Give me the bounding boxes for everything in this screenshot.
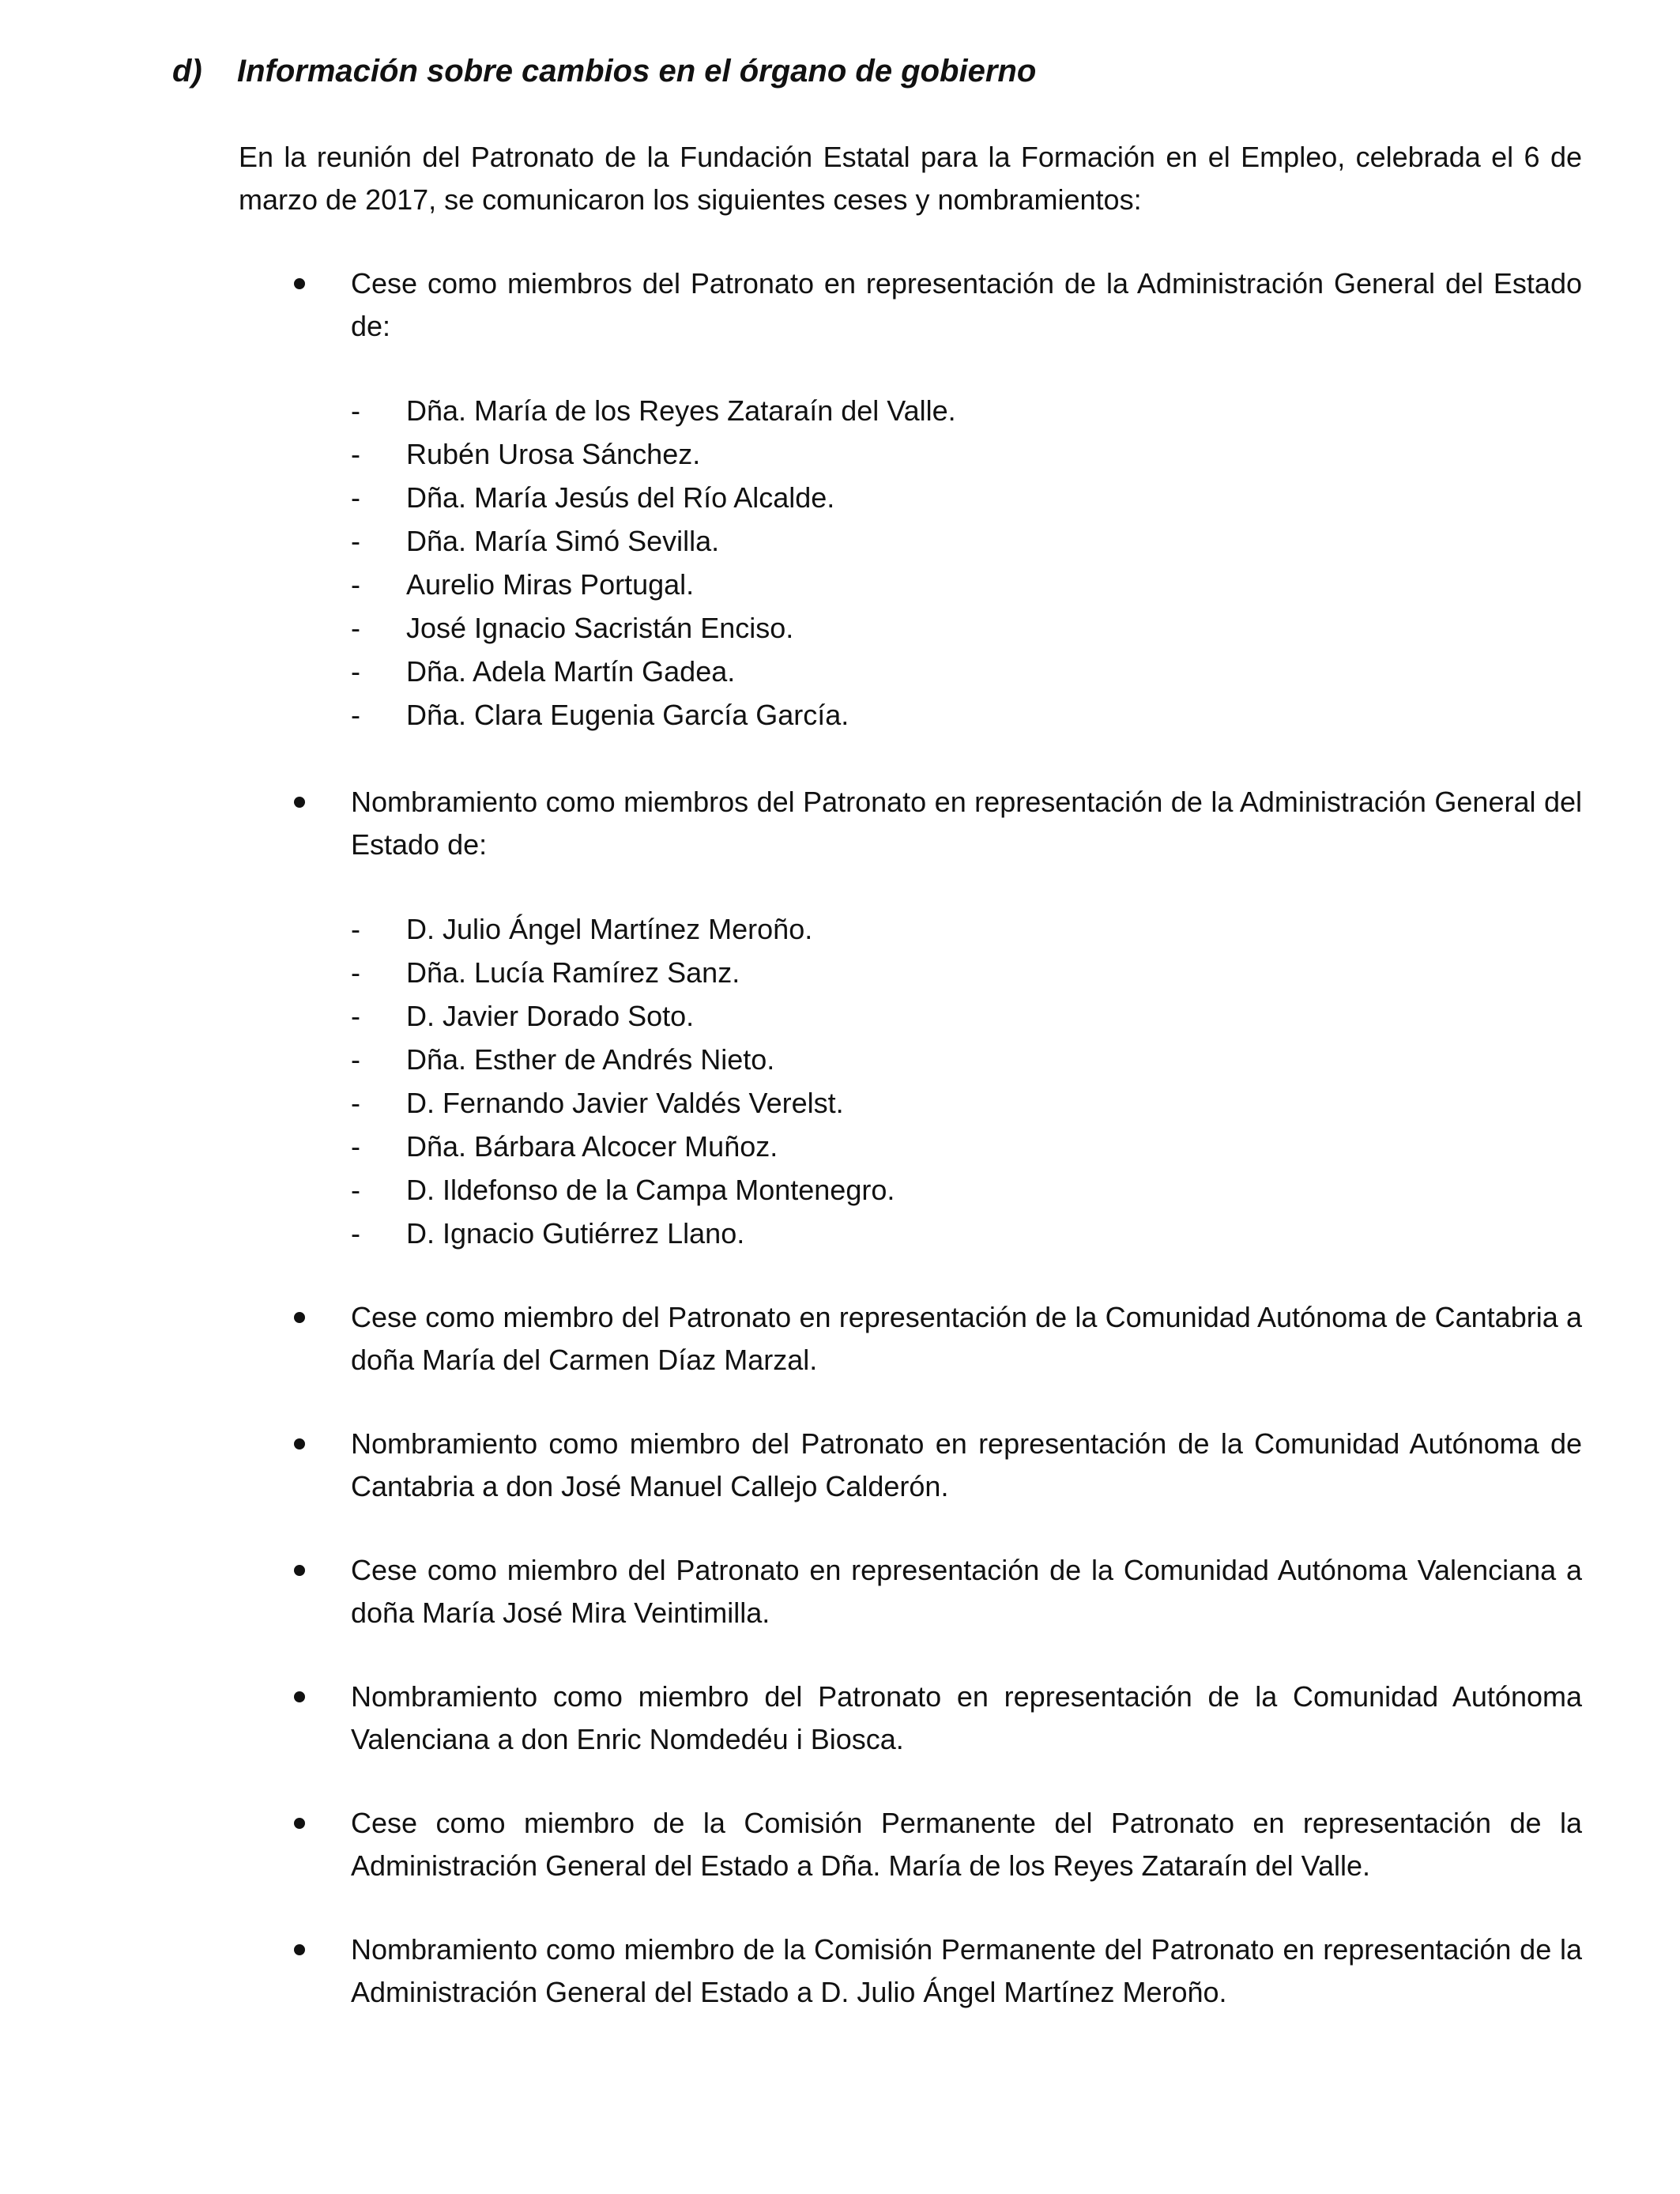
- list-item: [239, 1928, 1582, 2014]
- names-list: [351, 389, 1582, 737]
- list-item-text: Nombramiento como miembro del Patronato en representación de la Comunidad Autónoma de Cantabria a don José Manuel Callejo Calderón.: [351, 1427, 1582, 1502]
- list-item: [239, 1423, 1582, 1508]
- dash-icon: -: [351, 481, 360, 514]
- dash-icon: -: [351, 1130, 360, 1163]
- bullet-icon: [294, 1818, 305, 1829]
- list-item: [239, 781, 1582, 1255]
- name-text: Dña. María de los Reyes Zataraín del Valle.: [406, 394, 956, 427]
- dash-icon: -: [351, 1000, 360, 1032]
- name-item: [351, 1038, 1582, 1081]
- dash-icon: -: [351, 568, 360, 601]
- list-item-text: Nombramiento como miembro de la Comisión Permanente del Patronato en representación de la Administración General del Estado a D. Julio Ángel Martínez Meroño.: [351, 1933, 1582, 2008]
- name-text: Dña. María Jesús del Río Alcalde.: [406, 481, 835, 514]
- name-item: [351, 563, 1582, 606]
- bullet-icon: [294, 1312, 305, 1323]
- section-heading: [172, 54, 1036, 89]
- bullet-icon: [294, 797, 305, 808]
- list-item-text: Cese como miembro del Patronato en representación de la Comunidad Autónoma de Cantabria a doña María del Carmen Díaz Marzal.: [351, 1301, 1582, 1376]
- dash-icon: -: [351, 699, 360, 731]
- list-item: [239, 1676, 1582, 1761]
- name-text: Rubén Urosa Sánchez.: [406, 438, 701, 470]
- name-text: Aurelio Miras Portugal.: [406, 568, 695, 601]
- name-item: [351, 476, 1582, 519]
- name-text: Dña. Adela Martín Gadea.: [406, 655, 736, 688]
- changes-list: [239, 262, 1582, 2014]
- name-item: [351, 650, 1582, 693]
- list-item-text: Nombramiento como miembros del Patronato en representación de la Administración General del Estado de:: [351, 786, 1582, 861]
- dash-icon: -: [351, 1174, 360, 1206]
- dash-icon: -: [351, 1087, 360, 1119]
- bullet-icon: [294, 1691, 305, 1702]
- section-title: Información sobre cambios en el órgano de gobierno: [237, 54, 1037, 89]
- list-item: [239, 262, 1582, 737]
- name-item: [351, 1125, 1582, 1168]
- dash-icon: -: [351, 655, 360, 688]
- dash-icon: -: [351, 394, 360, 427]
- name-text: D. Ignacio Gutiérrez Llano.: [406, 1217, 745, 1250]
- dash-icon: -: [351, 913, 360, 945]
- list-item-text: Nombramiento como miembro del Patronato en representación de la Comunidad Autónoma Valenciana a don Enric Nomdedéu i Biosca.: [351, 1680, 1582, 1755]
- names-list: [351, 907, 1582, 1255]
- name-text: Dña. Bárbara Alcocer Muñoz.: [406, 1130, 778, 1163]
- name-item: [351, 606, 1582, 650]
- dash-icon: -: [351, 612, 360, 644]
- name-text: D. Javier Dorado Soto.: [406, 1000, 695, 1032]
- dash-icon: -: [351, 438, 360, 470]
- dash-icon: -: [351, 1217, 360, 1250]
- name-item: [351, 951, 1582, 994]
- bullet-icon: [294, 1565, 305, 1576]
- dash-icon: -: [351, 525, 360, 557]
- name-item: [351, 1212, 1582, 1255]
- name-item: [351, 693, 1582, 737]
- name-item: [351, 519, 1582, 563]
- list-item: [239, 1802, 1582, 1887]
- list-item-text: Cese como miembro del Patronato en representación de la Comunidad Autónoma Valenciana a doña María José Mira Veintimilla.: [351, 1554, 1582, 1629]
- name-item: [351, 389, 1582, 432]
- name-item: [351, 907, 1582, 951]
- name-item: [351, 994, 1582, 1038]
- list-item-text: Cese como miembro de la Comisión Permanente del Patronato en representación de la Administración General del Estado a Dña. María de los Reyes Zataraín del Valle.: [351, 1807, 1582, 1882]
- name-text: Dña. Lucía Ramírez Sanz.: [406, 956, 740, 989]
- name-text: D. Fernando Javier Valdés Verelst.: [406, 1087, 844, 1119]
- section-letter: d): [172, 54, 202, 89]
- name-text: Dña. María Simó Sevilla.: [406, 525, 720, 557]
- intro-paragraph: En la reunión del Patronato de la Fundación Estatal para la Formación en el Empleo, celebrada el 6 de marzo de 2017, se comunicaron los siguientes ceses y nombramientos:: [239, 141, 1582, 216]
- name-text: José Ignacio Sacristán Enciso.: [406, 612, 794, 644]
- bullet-icon: [294, 278, 305, 289]
- name-text: D. Julio Ángel Martínez Meroño.: [406, 913, 813, 945]
- name-item: [351, 1168, 1582, 1212]
- list-item: [239, 1549, 1582, 1634]
- name-text: Dña. Esther de Andrés Nieto.: [406, 1043, 775, 1076]
- dash-icon: -: [351, 956, 360, 989]
- list-item: [239, 1296, 1582, 1382]
- name-item: [351, 432, 1582, 476]
- name-item: [351, 1081, 1582, 1125]
- name-text: Dña. Clara Eugenia García García.: [406, 699, 849, 731]
- bullet-icon: [294, 1438, 305, 1449]
- name-text: D. Ildefonso de la Campa Montenegro.: [406, 1174, 895, 1206]
- bullet-icon: [294, 1944, 305, 1955]
- dash-icon: -: [351, 1043, 360, 1076]
- list-item-text: Cese como miembros del Patronato en representación de la Administración General del Estado de:: [351, 267, 1582, 342]
